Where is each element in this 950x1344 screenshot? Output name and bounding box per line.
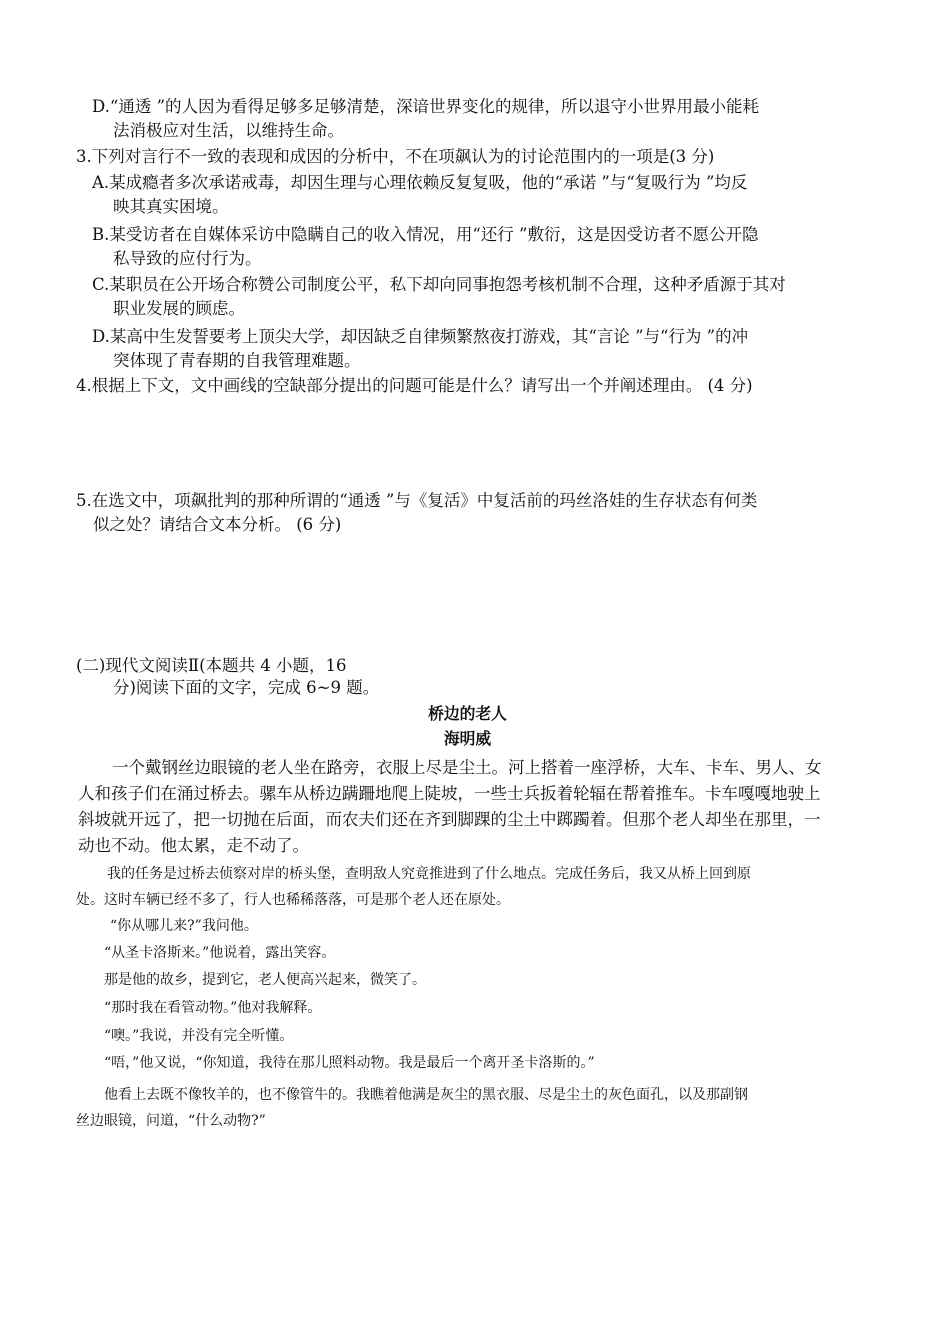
article-author: 海明威 [443, 729, 492, 748]
q2-option-d-line2: 法消极应对生活，以维持生命。 [113, 121, 344, 140]
article-p2-line1: 我的任务是过桥去侦察对岸的桥头堡，查明敌人究竟推进到了什么地点。完成任务后，我又从桥上回到原 [107, 866, 751, 882]
article-dialogue-3: 那是他的故乡，提到它，老人便高兴起来，微笑了。 [104, 972, 426, 988]
q4-stem: 4.根据上下文，文中画线的空缺部分提出的问题可能是什么？请写出一个并阐述理由。 (4 分) [76, 376, 753, 395]
article-p1-line3: 斜坡就开远了，把一切抛在后面，而农夫们还在齐到脚踝的尘土中踯躅着。但那个老人却坐在那里，一 [78, 810, 821, 829]
q3-option-b-line1: B.某受访者在自媒体采访中隐瞒自己的收入情况，用“还行 ”敷衍，这是因受访者不愿公开隐 [92, 225, 759, 244]
q3-option-d-line1: D.某高中生发誓要考上顶尖大学，却因缺乏自律频繁熬夜打游戏，其“言论 ”与“行为 ”的冲 [92, 327, 749, 346]
article-dialogue-1: “你从哪儿来?”我问他。 [110, 918, 258, 934]
article-dialogue-5: “噢。”我说，并没有完全听懂。 [104, 1028, 294, 1044]
article-dialogue-6: “唔，”他又说，“你知道，我待在那儿照料动物。我是最后一个离开圣卡洛斯的。” [104, 1055, 595, 1071]
q3-option-d-line2: 突体现了青春期的自我管理难题。 [113, 351, 361, 370]
q5-line1: 5.在选文中，项飙批判的那种所谓的“通透 ”与《复活》中复活前的玛丝洛娃的生存状态有何类 [76, 491, 758, 510]
q3-option-c-line2: 职业发展的顾虑。 [113, 299, 245, 318]
q3-option-b-line2: 私导致的应付行为。 [113, 249, 262, 268]
section-2-line1: (二)现代文阅读Ⅱ(本题共 4 小题，16 [76, 656, 347, 675]
article-title: 桥边的老人 [428, 704, 507, 723]
section-2-line2: 分)阅读下面的文字，完成 6~9 题。 [113, 678, 380, 697]
q5-line2: 似之处？请结合文本分析。 (6 分) [93, 515, 342, 534]
q3-stem: 3.下列对言行不一致的表现和成因的分析中，不在项飙认为的讨论范围内的一项是(3 分) [76, 147, 715, 166]
article-dialogue-4: “那时我在看管动物。”他对我解释。 [104, 1000, 322, 1016]
article-p1-line2: 人和孩子们在涌过桥去。骡车从桥边蹒跚地爬上陡坡，一些士兵扳着轮辐在帮着推车。卡车嘎嘎地驶上 [78, 784, 821, 803]
q2-option-d-line1: D.“通透 ”的人因为看得足够多足够清楚，深谙世界变化的规律，所以退守小世界用最小能耗 [92, 97, 760, 116]
article-p1-line1: 一个戴钢丝边眼镜的老人坐在路旁，衣服上尽是尘土。河上搭着一座浮桥，大车、卡车、男人、女 [112, 758, 822, 777]
article-p2-line2: 处。这时车辆已经不多了，行人也稀稀落落，可是那个老人还在原处。 [76, 892, 510, 908]
q3-option-c-line1: C.某职员在公开场合称赞公司制度公平，私下却向同事抱怨考核机制不合理，这种矛盾源于其对 [92, 275, 786, 294]
article-p3-line2: 丝边眼镜，问道，“什么动物?” [76, 1113, 266, 1129]
q3-option-a-line2: 映其真实困境。 [113, 197, 229, 216]
article-p3-line1: 他看上去既不像牧羊的，也不像管牛的。我瞧着他满是灰尘的黑衣服、尽是尘土的灰色面孔，以及那副钢 [104, 1087, 748, 1103]
q3-option-a-line1: A.某成瘾者多次承诺戒毒，却因生理与心理依赖反复复吸，他的“承诺 ”与“复吸行为 ”均反 [92, 173, 748, 192]
article-p1-line4: 动也不动。他太累，走不动了。 [78, 836, 309, 855]
article-dialogue-2: “从圣卡洛斯来。”他说着，露出笑容。 [104, 945, 336, 961]
